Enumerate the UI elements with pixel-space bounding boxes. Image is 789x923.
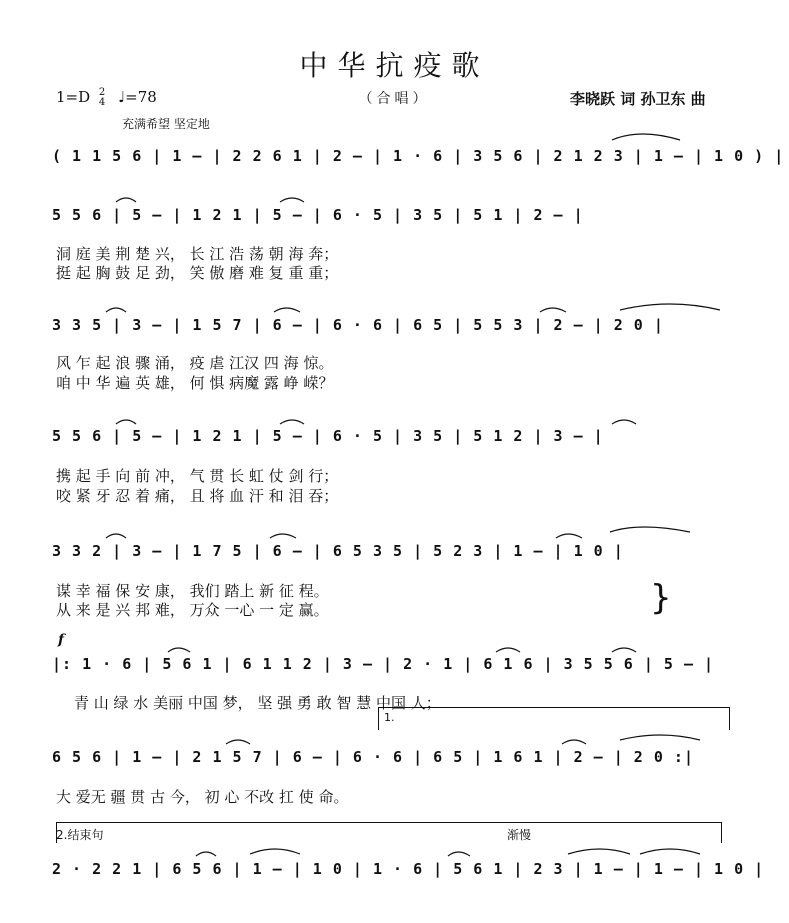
lyric-line-5b: 从 来 是 兴 邦 难， 万众 一心 一 定 赢。 [56,601,329,619]
ritardando-marking: 渐慢 [507,828,532,842]
slur-mark [562,740,586,744]
tie-mark [612,134,680,140]
notation-line-3: 3 3 5 | 3 – | 1 5 7 | 6 – | 6 · 6 | 6 5 | 5 5 3 | 2 – | 2 0 | [52,316,664,334]
tie-mark [250,849,300,854]
lyric-line-6: 青 山 绿 水 美丽 中国 梦， 坚 强 勇 敢 智 慧 中国 人； [74,694,441,712]
slur-mark [116,198,136,202]
notation-line-1: ( 1 1 5 6 | 1 – | 2 2 6 1 | 2 – | 1 · 6 | 3 5 6 | 2 1 2 3 | 1 – | 1 0 ) | [52,147,785,165]
time-signature: 2 4 [98,87,106,108]
lyric-line-2a: 洞 庭 美 荆 楚 兴， 长 江 浩 荡 朝 海 奔； [56,245,339,263]
slur-mark [448,852,470,856]
tie-mark [568,849,630,854]
slur-mark [612,648,636,652]
slur-mark [106,534,126,538]
lyric-line-7: 大 爱无 疆 贯 古 今， 初 心 不改 扛 使 命。 [56,788,349,806]
slur-mark [168,648,190,652]
lyric-line-4a: 携 起 手 向 前 冲， 气 贯 长 虹 仗 剑 行； [56,467,339,485]
notation-line-6: |: 1 · 6 | 5 6 1 | 6 1 1 2 | 3 – | 2 · 1 | 6 1 6 | 3 5 5 6 | 5 – | [52,655,715,673]
repeat-brace: } [650,578,672,618]
slur-mark [540,308,566,312]
lyric-line-2b: 挺 起 胸 鼓 足 劲， 笑 傲 磨 难 复 重 重； [56,264,339,282]
tie-mark [620,735,700,740]
notation-line-5: 3 3 2 | 3 – | 1 7 5 | 6 – | 6 5 3 5 | 5 2 3 | 1 – | 1 0 | [52,542,624,560]
lyric-line-5a: 谋 幸 福 保 安 康， 我们 踏上 新 征 程。 [56,582,329,600]
credits: 李晓跃 词 孙卫东 曲 [570,90,706,108]
song-subtitle: （合唱） [358,91,431,107]
lyric-line-3a: 风 乍 起 浪 骤 涌， 疫 虐 江汉 四 海 惊。 [56,354,334,372]
notation-line-4: 5 5 6 | 5 – | 1 2 1 | 5 – | 6 · 5 | 3 5 | 5 1 2 | 3 – | [52,427,604,445]
notation-line-7: 6 5 6 | 1 – | 2 1 5 7 | 6 – | 6 · 6 | 6 5 | 1 6 1 | 2 – | 2 0 :| [52,748,694,766]
dynamic-marking: f [58,632,65,648]
tie-mark [610,527,690,532]
slur-mark [106,308,126,312]
slur-mark [270,534,296,538]
slur-mark [612,420,636,424]
notation-line-8: 2 · 2 2 1 | 6 5 6 | 1 – | 1 0 | 1 · 6 | 5 6 1 | 2 3 | 1 – | 1 – | 1 0 | [52,860,765,878]
slur-mark [274,308,300,312]
song-title: 中华抗疫歌 [299,49,490,82]
slur-mark [226,740,250,744]
tie-mark [620,304,720,310]
lyric-line-4b: 咬 紧 牙 忍 着 痛， 且 将 血 汗 和 泪 吞； [56,487,339,505]
expression-marking: 充满希望 坚定地 [122,117,210,131]
slur-mark [280,420,304,424]
slur-mark [496,648,520,652]
tempo-marking: ♩=78 [118,88,157,106]
key-signature: 1=D [56,88,91,106]
tie-mark [640,849,700,854]
slur-mark [556,534,582,538]
slur-mark [196,852,216,856]
volta-label-1: 1. [384,711,395,724]
slur-mark [280,198,304,202]
lyric-line-3b: 咱 中 华 遍 英 雄， 何 惧 病魔 露 峥 嵘？ [56,374,334,392]
notation-line-2: 5 5 6 | 5 – | 1 2 1 | 5 – | 6 · 5 | 3 5 | 5 1 | 2 – | [52,206,584,224]
slur-mark [116,420,136,424]
ending-label: 2.结束句 [56,828,104,842]
